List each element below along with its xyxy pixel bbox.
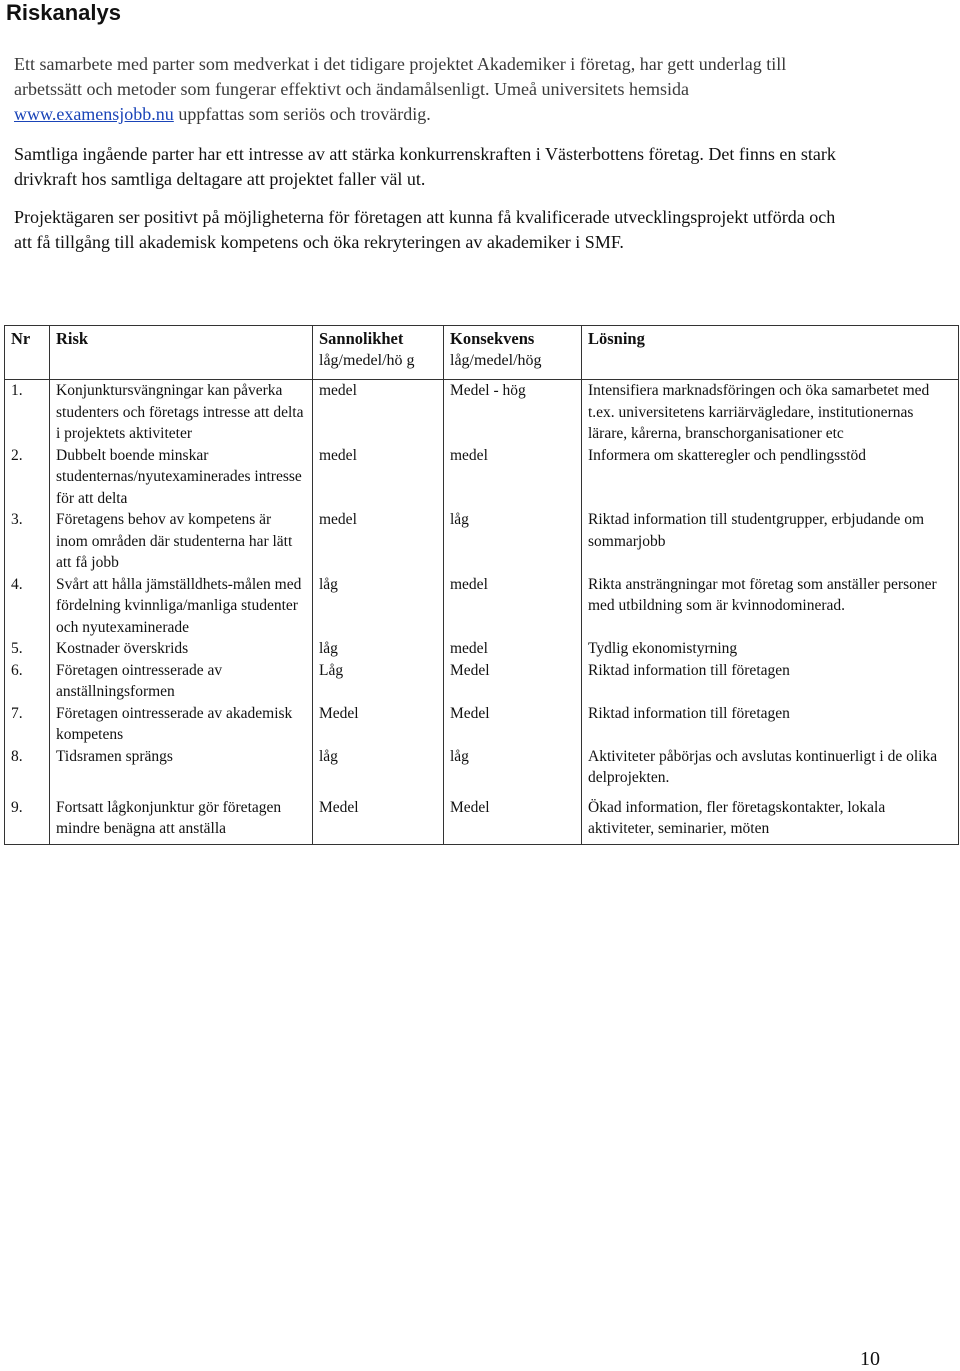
row-losning: Intensifiera marknadsföringen och öka samarbetet med t.ex. universitetens karriärvägledare, institutionernas lärare, kårerna, branschorganisationer etc <box>582 380 959 445</box>
row-sannolikhet: Medel <box>313 703 444 746</box>
row-nr: 1. <box>5 380 50 445</box>
row-losning: Riktad information till studentgrupper, erbjudande om sommarjobb <box>582 509 959 574</box>
row-sannolikhet: låg <box>313 746 444 793</box>
header-konsekvens <box>444 326 582 380</box>
row-risk: Företagen ointresserade av akademisk kompetens <box>50 703 313 746</box>
row-nr: 2. <box>5 445 50 510</box>
row-risk: Konjunktursvängningar kan påverka studenters och företags intresse att delta i projektets aktiviteter <box>50 380 313 445</box>
row-sannolikhet: medel <box>313 509 444 574</box>
row-sannolikhet: Medel <box>313 793 444 845</box>
row-konsekvens: Medel <box>444 660 582 703</box>
header-losning: Lösning <box>582 326 959 380</box>
row-sannolikhet: låg <box>313 638 444 660</box>
row-risk: Företagens behov av kompetens är inom områden där studenterna har lätt att få jobb <box>50 509 313 574</box>
header-sannolikhet <box>313 326 444 380</box>
row-nr: 3. <box>5 509 50 574</box>
row-konsekvens: låg <box>444 509 582 574</box>
row-nr: 8. <box>5 746 50 793</box>
intro-paragraph <box>14 52 844 127</box>
page-heading: Riskanalys <box>6 0 121 25</box>
risk-table-header-row <box>5 326 959 380</box>
table-row <box>5 638 959 660</box>
row-nr: 5. <box>5 638 50 660</box>
competitiveness-paragraph: Samtliga ingående parter har ett intresse av att stärka konkurrenskraften i Västerbottens företag. Det finns en stark drivkraft hos samtliga deltagare att projektet faller väl ut. <box>14 144 836 189</box>
header-nr: Nr <box>5 326 50 380</box>
row-konsekvens: Medel <box>444 703 582 746</box>
row-risk: Kostnader överskrids <box>50 638 313 660</box>
intro-text-end: uppfattas som seriös och trovärdig. <box>173 104 431 124</box>
row-losning: Riktad information till företagen <box>582 660 959 703</box>
row-losning: Riktad information till företagen <box>582 703 959 746</box>
row-konsekvens: medel <box>444 638 582 660</box>
table-row <box>5 660 959 703</box>
row-sannolikhet: medel <box>313 445 444 510</box>
examensjobb-link[interactable]: www.examensjobb.nu <box>14 104 174 124</box>
row-konsekvens: Medel - hög <box>444 380 582 445</box>
intro-text-start: Ett samarbete med parter som medverkat i det tidigare projektet Akademiker i företag, har gett underlag till arbetssätt och metoder som fungerar effektivt och ändamålsenligt. Umeå universitets hemsida <box>14 54 787 99</box>
row-konsekvens: Medel <box>444 793 582 845</box>
table-row <box>5 509 959 574</box>
row-nr: 6. <box>5 660 50 703</box>
row-konsekvens: låg <box>444 746 582 793</box>
row-nr: 9. <box>5 793 50 845</box>
row-sannolikhet: medel <box>313 380 444 445</box>
row-losning: Aktiviteter påbörjas och avslutas kontinuerligt i de olika delprojekten. <box>582 746 959 793</box>
header-risk: Risk <box>50 326 313 380</box>
row-risk: Företagen ointresserade av anställningsformen <box>50 660 313 703</box>
row-risk: Dubbelt boende minskar studenternas/nyutexaminerades intresse för att delta <box>50 445 313 510</box>
row-losning: Tydlig ekonomistyrning <box>582 638 959 660</box>
row-nr: 4. <box>5 574 50 639</box>
row-risk: Tidsramen sprängs <box>50 746 313 793</box>
table-row <box>5 793 959 845</box>
table-row <box>5 445 959 510</box>
table-row <box>5 380 959 445</box>
row-losning: Rikta ansträngningar mot företag som anställer personer med utbildning som är kvinnodominerad. <box>582 574 959 639</box>
header-sannolikhet-scale: låg/medel/hö g <box>319 351 415 369</box>
row-konsekvens: medel <box>444 574 582 639</box>
row-sannolikhet: Låg <box>313 660 444 703</box>
table-row <box>5 746 959 793</box>
header-konsekvens-scale: låg/medel/hög <box>450 351 542 369</box>
row-nr: 7. <box>5 703 50 746</box>
row-risk: Svårt att hålla jämställdhets-målen med fördelning kvinnliga/manliga studenter och nyutexaminerade <box>50 574 313 639</box>
row-risk: Fortsatt lågkonjunktur gör företagen mindre benägna att anställa <box>50 793 313 845</box>
project-owner-paragraph: Projektägaren ser positivt på möjligheterna för företagen att kunna få kvalificerade utvecklingsprojekt utförda och att få tillgång till akademisk kompetens och öka rekryteringen av akademiker i SMF. <box>14 207 836 252</box>
row-losning: Informera om skatteregler och pendlingsstöd <box>582 445 959 510</box>
page-number: 10 <box>860 1348 880 1370</box>
table-row <box>5 703 959 746</box>
risk-table <box>4 325 959 845</box>
row-konsekvens: medel <box>444 445 582 510</box>
header-sannolikhet-label: Sannolikhet <box>319 329 404 348</box>
header-konsekvens-label: Konsekvens <box>450 329 535 348</box>
table-row <box>5 574 959 639</box>
row-sannolikhet: låg <box>313 574 444 639</box>
row-losning: Ökad information, fler företagskontakter, lokala aktiviteter, seminarier, möten <box>582 793 959 845</box>
